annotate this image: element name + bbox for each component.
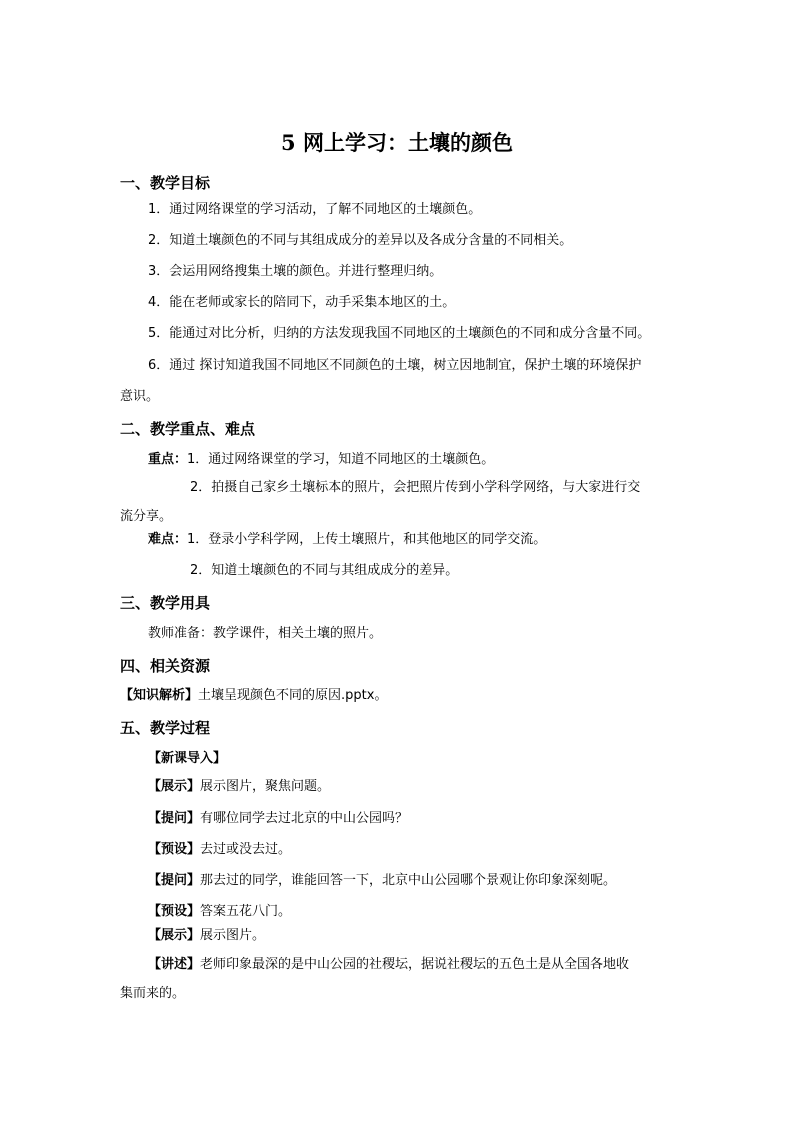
process-entry-continuation: 集而来的。: [120, 986, 186, 1001]
process-entry-label: 【讲述】: [148, 957, 201, 972]
objective-item: 4．能在老师或家长的陪同下，动手采集本地区的土。: [148, 295, 456, 310]
objective-item-continuation: 意识。: [120, 389, 160, 404]
section-heading-objectives: 一、教学目标: [120, 174, 211, 192]
key-point-label: 重点：: [148, 452, 188, 467]
process-entry-text: 答案五花八门。: [200, 904, 292, 919]
key-point-item-continuation: 流分享。: [120, 509, 173, 524]
process-entry-text: 去过或没去过。: [200, 842, 292, 857]
objective-item: 2．知道土壤颜色的不同与其组成成分的差异以及各成分含量的不同相关。: [148, 233, 573, 248]
section-heading-resources: 四、相关资源: [120, 657, 211, 675]
objective-item: 6．通过 探讨知道我国不同地区不同颜色的土壤，树立因地制宜，保护土壤的环境保护: [148, 358, 642, 373]
process-entry-label: 【提问】: [148, 811, 201, 826]
process-entry-text: 展示图片，聚焦问题。: [200, 779, 331, 794]
key-point-row: [148, 450, 494, 470]
process-entry-text: 那去过的同学，谁能回答一下，北京中山公园哪个景观让你印象深刻呢。: [200, 873, 617, 888]
process-entry-label: 【提问】: [148, 873, 201, 888]
key-point-item: 1．通过网络课堂的学习，知道不同地区的土壤颜色。: [187, 452, 495, 467]
difficulty-item: 1．登录小学科学网，上传土壤照片，和其他地区的同学交流。: [187, 532, 547, 547]
objective-item: 3．会运用网络搜集土壤的颜色。并进行整理归纳。: [148, 264, 443, 279]
key-point-item: 2．拍摄自己家乡土壤标本的照片，会把照片传到小学科学网络，与大家进行交: [190, 480, 641, 495]
process-entry-label: 【预设】: [148, 904, 201, 919]
process-subheading: 【新课导入】: [148, 751, 227, 766]
difficulty-label: 难点：: [148, 532, 188, 547]
process-entry: [148, 871, 616, 891]
resource-row: [120, 686, 387, 706]
process-entry: [148, 777, 330, 797]
objective-item: 5．能通过对比分析，归纳的方法发现我国不同地区的土壤颜色的不同和成分含量不同。: [148, 326, 651, 341]
process-entry-label: 【预设】: [148, 842, 201, 857]
materials-text: 教师准备：教学课件，相关土壤的照片。: [148, 626, 383, 641]
page-title: 5 网上学习：土壤的颜色: [281, 130, 513, 155]
difficulty-item: 2．知道土壤颜色的不同与其组成成分的差异。: [190, 563, 459, 578]
process-entry-text: 老师印象最深的是中山公园的社稷坛，据说社稷坛的五色土是从全国各地收: [200, 957, 630, 972]
section-heading-process: 五、教学过程: [120, 719, 211, 737]
difficulty-row: [148, 530, 546, 550]
process-entry: [148, 926, 265, 946]
process-entry: [148, 955, 629, 975]
resource-text: 土壤呈现颜色不同的原因.pptx。: [198, 688, 388, 703]
process-entry-label: 【展示】: [148, 928, 201, 943]
process-entry-text: 展示图片。: [200, 928, 266, 943]
process-entry: [148, 902, 291, 922]
section-heading-materials: 三、教学用具: [120, 594, 211, 612]
process-entry: [148, 809, 408, 829]
section-heading-key-points: 二、教学重点、难点: [120, 420, 256, 438]
process-entry-text: 有哪位同学去过北京的中山公园吗？: [200, 811, 409, 826]
objective-item: 1．通过网络课堂的学习活动，了解不同地区的土壤颜色。: [148, 202, 482, 217]
process-entry-label: 【展示】: [148, 779, 201, 794]
process-entry: [148, 840, 291, 860]
resource-label: 【知识解析】: [120, 688, 199, 703]
